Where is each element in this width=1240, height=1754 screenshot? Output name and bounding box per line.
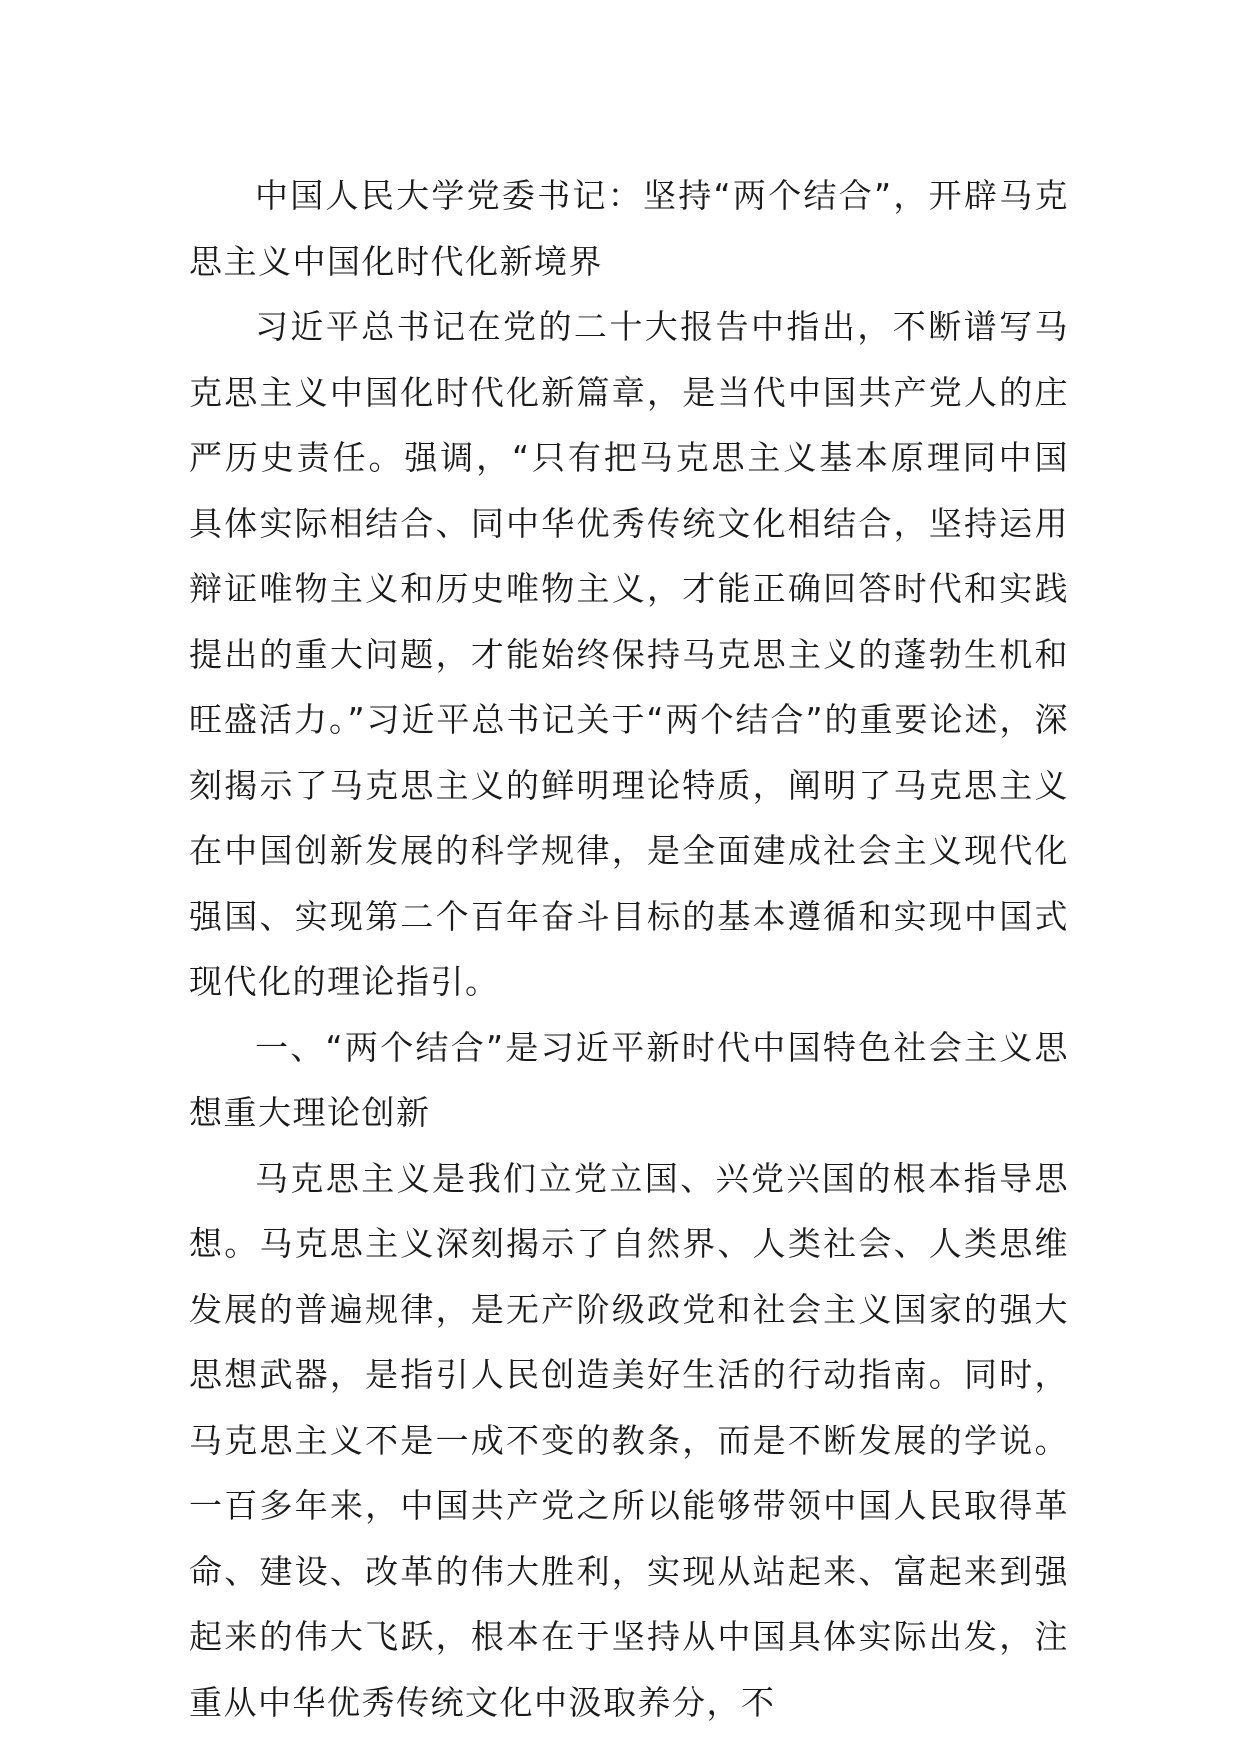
- document-body: [189, 163, 1069, 1735]
- body-paragraph-1: 习近平总书记在党的二十大报告中指出，不断谱写马克思主义中国化时代化新篇章，是当代中国共产党人的庄严历史责任。强调，“只有把马克思主义基本原理同中国具体实际相结合、同中华优秀传统文化相结合，坚持运用辩证唯物主义和历史唯物主义，才能正确回答时代和实践提出的重大问题，才能始终保持马克思主义的蓬勃生机和旺盛活力。”习近平总书记关于“两个结合”的重要论述，深刻揭示了马克思主义的鲜明理论特质，阐明了马克思主义在中国创新发展的科学规律，是全面建成社会主义现代化强国、实现第二个百年奋斗目标的基本遵循和实现中国式现代化的理论指引。: [189, 307, 1069, 1001]
- body-paragraph-2: 马克思主义是我们立党立国、兴党兴国的根本指导思想。马克思主义深刻揭示了自然界、人类社会、人类思维发展的普遍规律，是无产阶级政党和社会主义国家的强大思想武器，是指引人民创造美好生活的行动指南。同时，马克思主义不是一成不变的教条，而是不断发展的学说。一百多年来，中国共产党之所以能够带领中国人民取得革命、建设、改革的伟大胜利，实现从站起来、富起来到强起来的伟大飞跃，根本在于坚持从中国具体实际出发，注重从中华优秀传统文化中汲取养分，不: [189, 1158, 1069, 1722]
- document-title: 中国人民大学党委书记：坚持“两个结合”，开辟马克思主义中国化时代化新境界: [189, 176, 1069, 281]
- section-heading-1: 一、“两个结合”是习近平新时代中国特色社会主义思想重大理论创新: [189, 1027, 1069, 1132]
